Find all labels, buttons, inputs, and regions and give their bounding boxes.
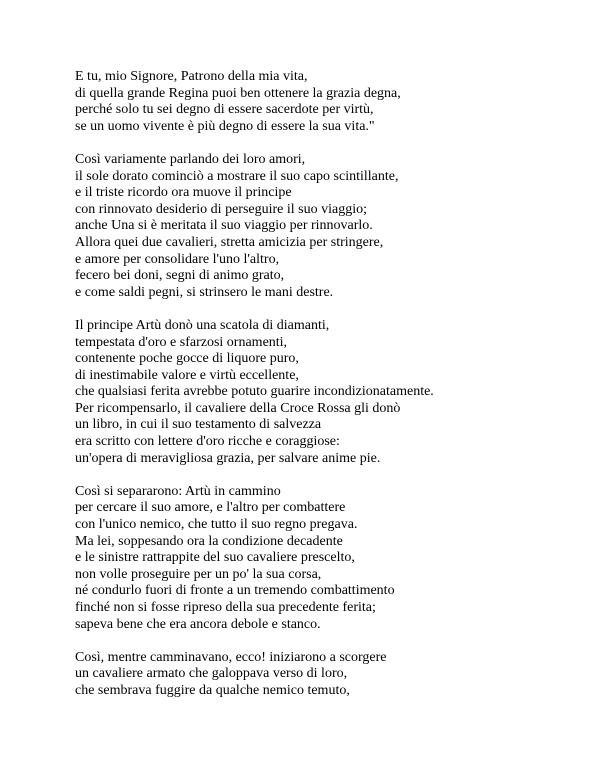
poem-line: di inestimabile valore e virtù eccellente,	[75, 367, 299, 383]
poem-line: Così si separarono: Artù in cammino	[75, 483, 281, 499]
poem-line: tempestata d'oro e sfarzosi ornamenti,	[75, 334, 288, 350]
stanza-3	[75, 318, 585, 467]
poem-line: fecero bei doni, segni di animo grato,	[75, 268, 285, 284]
poem-line: se un uomo vivente è più degno di essere la sua vita."	[75, 118, 375, 134]
poem-line: anche Una si è meritata il suo viaggio per rinnovarlo.	[75, 218, 373, 234]
poem-line: un cavaliere armato che galoppava verso di loro,	[75, 666, 348, 682]
poem-line: e amore per consolidare l'uno l'altro,	[75, 251, 280, 267]
poem-line: Così, mentre camminavano, ecco! iniziarono a scorgere	[75, 649, 387, 665]
poem-line: era scritto con lettere d'oro ricche e coraggiose:	[75, 434, 340, 450]
poem-line: il sole dorato cominciò a mostrare il suo capo scintillante,	[75, 168, 399, 184]
stanza-4	[75, 484, 585, 633]
poem-line: un libro, in cui il suo testamento di salvezza	[75, 417, 322, 433]
poem-line: di quella grande Regina puoi ben ottenere la grazia degna,	[75, 85, 401, 101]
poem-line: sapeva bene che era ancora debole e stanco.	[75, 616, 321, 632]
poem-line: che qualsiasi ferita avrebbe potuto guarire incondizionatamente.	[75, 384, 434, 400]
stanza-5	[75, 650, 585, 700]
poem-line: Per ricompensarlo, il cavaliere della Croce Rossa gli donò	[75, 400, 401, 416]
poem-line: e come saldi pegni, si strinsero le mani destre.	[75, 284, 334, 300]
poem-text	[75, 69, 585, 716]
poem-line: non volle proseguire per un po' la sua corsa,	[75, 566, 322, 582]
poem-line: Allora quei due cavalieri, stretta amicizia per stringere,	[75, 234, 384, 250]
poem-line: con l'unico nemico, che tutto il suo regno pregava.	[75, 517, 358, 533]
poem-line: per cercare il suo amore, e l'altro per combattere	[75, 500, 346, 516]
poem-line: né condurlo fuori di fronte a un tremendo combattimento	[75, 583, 395, 599]
poem-line: Così variamente parlando dei loro amori,	[75, 151, 306, 167]
poem-line: contenente poche gocce di liquore puro,	[75, 351, 299, 367]
poem-line: e il triste ricordo ora muove il principe	[75, 185, 292, 201]
poem-line: che sembrava fuggire da qualche nemico temuto,	[75, 682, 350, 698]
poem-line: E tu, mio Signore, Patrono della mia vita,	[75, 69, 308, 84]
poem-line: un'opera di meravigliosa grazia, per salvare anime pie.	[75, 450, 381, 466]
poem-line: Ma lei, soppesando ora la condizione decadente	[75, 533, 343, 549]
stanza-1	[75, 69, 585, 135]
poem-line: finché non si fosse ripreso della sua precedente ferita;	[75, 600, 376, 615]
poem-line: perché solo tu sei degno di essere sacerdote per virtù,	[75, 102, 374, 118]
poem-line: con rinnovato desiderio di perseguire il suo viaggio;	[75, 201, 367, 217]
stanza-2	[75, 152, 585, 301]
poem-line: e le sinistre rattrappite del suo cavaliere prescelto,	[75, 550, 355, 566]
poem-line: Il principe Artù donò una scatola di diamanti,	[75, 317, 330, 333]
